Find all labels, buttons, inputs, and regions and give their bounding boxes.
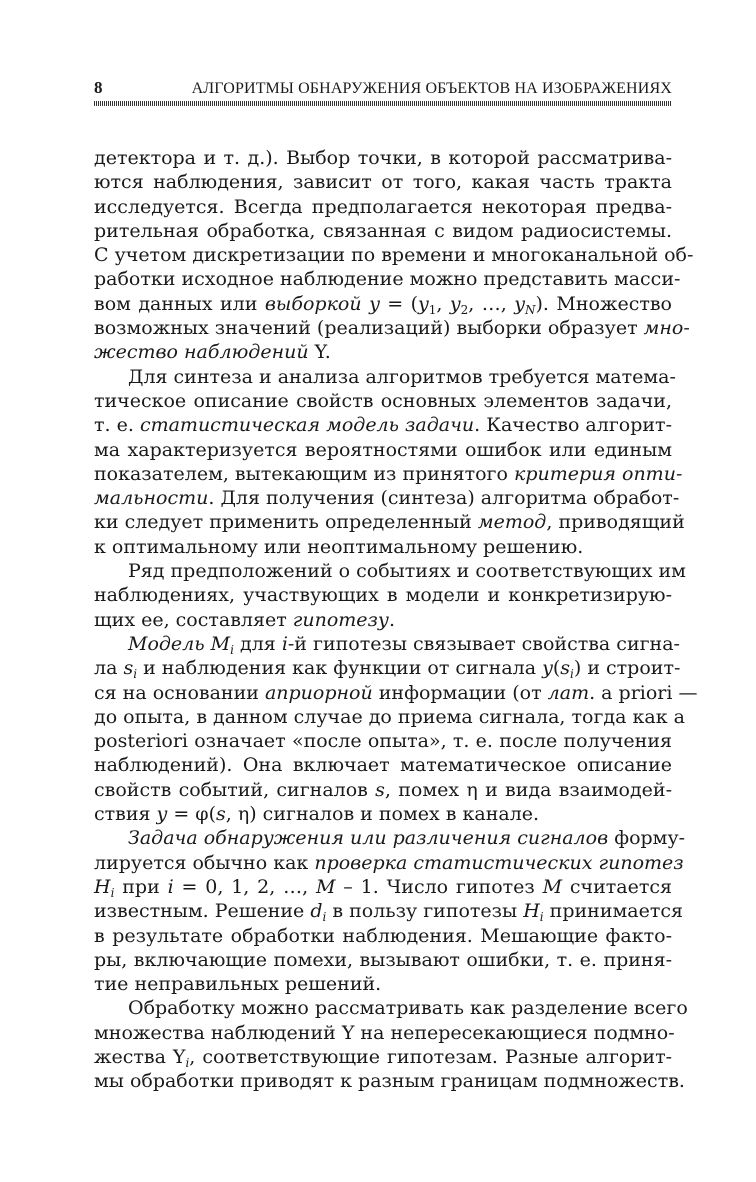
- text-line: до опыта, в данном случае до приема сигнала, тогда как a: [94, 705, 685, 728]
- header-rule: [94, 101, 672, 106]
- text-line: исследуется. Всегда предполагается некоторая предва-: [94, 195, 672, 218]
- paragraph: [94, 826, 686, 996]
- text-line: ры, включающие помехи, вызывают ошибки, т. е. приня-: [94, 948, 672, 971]
- text-line: к оптимальному или неоптимальному решению.: [94, 535, 584, 558]
- text-line: ся на основании априорной информации (от лат. a priori —: [94, 681, 698, 704]
- body-text: [94, 146, 698, 1094]
- text-line: детектора и т. д.). Выбор точки, в которой рассматрива-: [94, 147, 672, 169]
- text-line: ются наблюдения, зависит от того, какая часть тракта: [94, 171, 672, 194]
- text-line: $H_i$ при i = 0, 1, 2, …, M – 1. Число гипотез M считается: [94, 875, 672, 900]
- text-line: Обработку можно рассматривать как разделение всего: [128, 997, 688, 1020]
- text-line: работки исходное наблюдение можно представить масси-: [94, 268, 681, 291]
- text-line: наблюдениях, участвующих в модели и конкретизирую-: [94, 584, 672, 607]
- text-line: Модель $M_i$ для i-й гипотезы связывает свойства сигна-: [128, 632, 680, 657]
- text-line: жество наблюдений Y.: [94, 341, 331, 364]
- text-line: мальности. Для получения (синтеза) алгоритма обработ-: [94, 487, 680, 510]
- text-line: жества $Y_i$, соответствующие гипотезам. Разные алгорит-: [94, 1045, 673, 1070]
- text-line: свойств событий, сигналов s, помех η и вида взаимодей-: [94, 778, 672, 801]
- text-line: лируется обычно как проверка статистических гипотез: [94, 851, 684, 874]
- text-line: мы обработки приводят к разным границам подмножеств.: [94, 1070, 685, 1093]
- text-line: в результате обработки наблюдения. Мешающие факто-: [94, 924, 672, 947]
- text-line: известным. Решение $d_i$ в пользу гипотезы $H_i$ принимается: [94, 900, 683, 925]
- page-header: [94, 78, 672, 100]
- text-line: возможных значений (реализаций) выборки образует мно-: [94, 317, 690, 340]
- text-line: ма характеризуется вероятностями ошибок или единым: [94, 438, 672, 461]
- text-line: вом данных или выборкой $y = (y_1$, $y_2$, …, $y_N$). Множество: [94, 292, 672, 317]
- page-number: 8: [94, 78, 103, 97]
- paragraph: [94, 996, 688, 1093]
- running-title: АЛГОРИТМЫ ОБНАРУЖЕНИЯ ОБЪЕКТОВ НА ИЗОБРАЖЕНИЯХ: [191, 80, 672, 97]
- text-line: Задача обнаружения или различения сигналов форму-: [128, 827, 686, 850]
- text-line: тие неправильных решений.: [94, 973, 382, 996]
- text-line: Ряд предположений о событиях и соответствующих им: [128, 560, 686, 583]
- paragraph: [94, 146, 694, 365]
- paragraph: [94, 632, 698, 826]
- text-line: ки следует применить определенный метод, приводящий: [94, 511, 685, 534]
- text-line: ствия y = φ(s, η) сигналов и помех в канале.: [94, 803, 540, 826]
- text-line: posteriori означает «после опыта», т. е. после получения: [94, 730, 672, 753]
- text-line: наблюдений). Она включает математическое описание: [94, 754, 672, 777]
- text-line: тическое описание свойств основных элементов задачи,: [94, 389, 672, 412]
- text-line: С учетом дискретизации по времени и многоканальной об-: [94, 244, 694, 267]
- text-line: множества наблюдений Y на непересекающиеся подмно-: [94, 1021, 675, 1044]
- text-line: ла $s_i$ и наблюдения как функции от сигнала $y(s_i)$ и строит-: [94, 657, 681, 682]
- text-line: рительная обработка, связанная с видом радиосистемы.: [94, 219, 672, 242]
- text-line: Для синтеза и анализа алгоритмов требуется матема-: [128, 365, 676, 388]
- paragraph: [94, 365, 685, 559]
- text-line: щих ее, составляет гипотезу.: [94, 608, 395, 631]
- text-line: показателем, вытекающим из принятого критерия опти-: [94, 462, 683, 485]
- text-line: т. е. статистическая модель задачи. Качество алгорит-: [94, 414, 672, 437]
- paragraph: [94, 559, 686, 632]
